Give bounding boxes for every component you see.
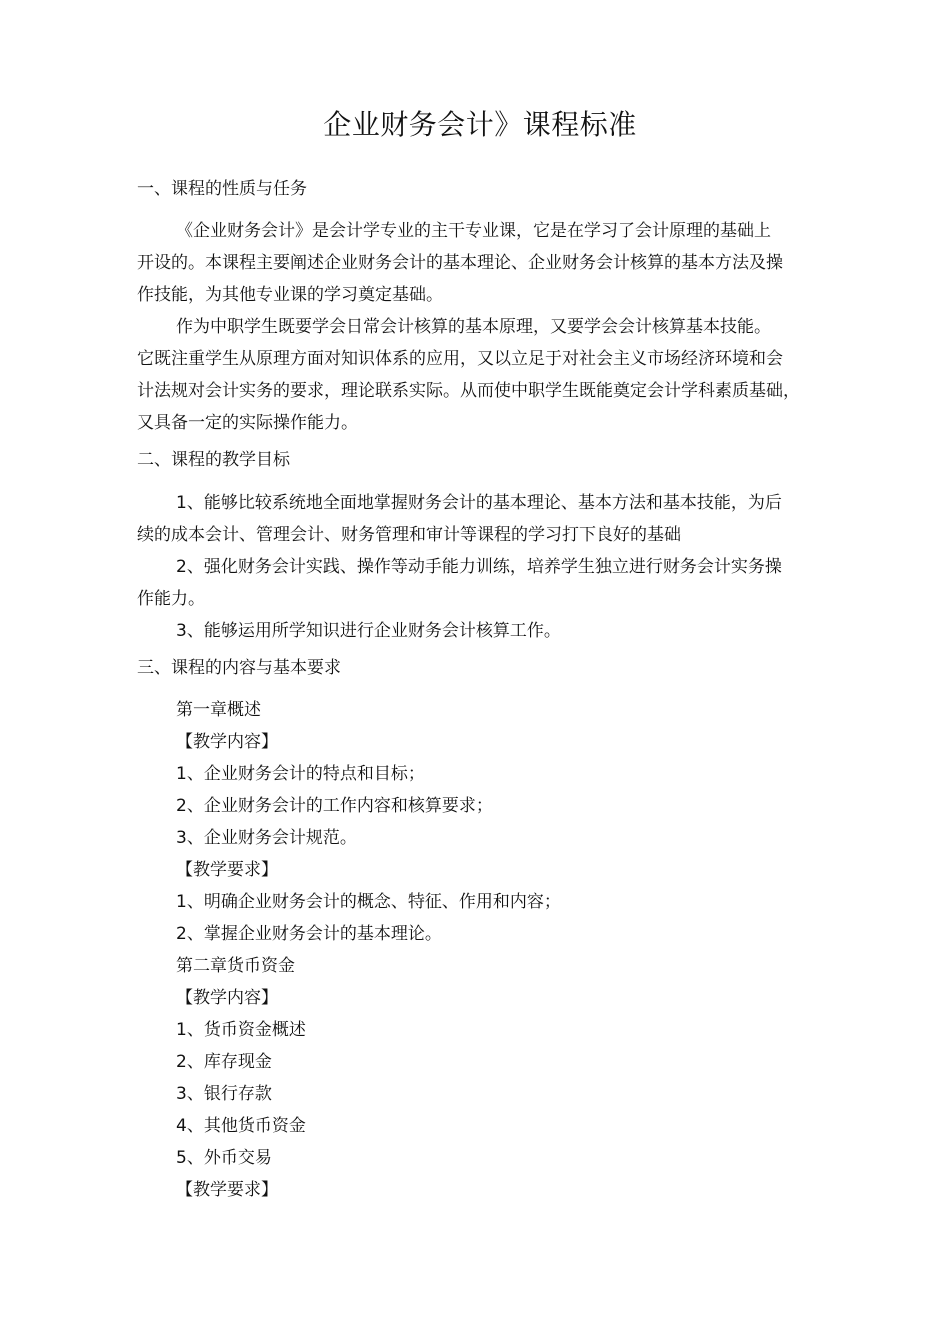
list-item: 4、其他货币资金 bbox=[176, 1116, 306, 1136]
paragraph-line: 它既注重学生从原理方面对知识体系的应用，又以立足于对社会主义市场经济环境和会 bbox=[137, 349, 783, 369]
paragraph-line: 又具备一定的实际操作能力。 bbox=[137, 413, 358, 433]
list-item: 3、银行存款 bbox=[176, 1084, 272, 1104]
list-item: 3、企业财务会计规范。 bbox=[176, 828, 357, 848]
chapter-title: 第一章概述 bbox=[176, 700, 261, 720]
requirement-label: 【教学要求】 bbox=[176, 860, 278, 880]
list-item: 1、货币资金概述 bbox=[176, 1020, 306, 1040]
list-item: 1、企业财务会计的特点和目标； bbox=[176, 764, 425, 784]
section-heading-goals: 二、课程的教学目标 bbox=[137, 450, 290, 470]
paragraph-line: 《企业财务会计》是会计学专业的主干专业课，它是在学习了会计原理的基础上 bbox=[176, 221, 771, 241]
section-heading-nature: 一、课程的性质与任务 bbox=[137, 179, 307, 199]
goal-line: 续的成本会计、管理会计、财务管理和审计等课程的学习打下良好的基础 bbox=[137, 525, 681, 545]
list-item: 2、掌握企业财务会计的基本理论。 bbox=[176, 924, 442, 944]
document-title: 企业财务会计》课程标准 bbox=[323, 108, 637, 141]
goal-line: 2、强化财务会计实践、操作等动手能力训练，培养学生独立进行财务会计实务操 bbox=[176, 557, 782, 577]
goal-line: 作能力。 bbox=[137, 589, 205, 609]
list-item: 5、外币交易 bbox=[176, 1148, 272, 1168]
content-label: 【教学内容】 bbox=[176, 732, 278, 752]
list-item: 1、明确企业财务会计的概念、特征、作用和内容； bbox=[176, 892, 561, 912]
paragraph-line: 作技能，为其他专业课的学习奠定基础。 bbox=[137, 285, 443, 305]
paragraph-line: 开设的。本课程主要阐述企业财务会计的基本理论、企业财务会计核算的基本方法及操 bbox=[137, 253, 783, 273]
requirement-label: 【教学要求】 bbox=[176, 1180, 278, 1200]
paragraph-line: 计法规对会计实务的要求，理论联系实际。从而使中职学生既能奠定会计学科素质基础， bbox=[137, 381, 800, 401]
content-label: 【教学内容】 bbox=[176, 988, 278, 1008]
list-item: 2、企业财务会计的工作内容和核算要求； bbox=[176, 796, 493, 816]
goal-line: 3、能够运用所学知识进行企业财务会计核算工作。 bbox=[176, 621, 561, 641]
section-heading-content: 三、课程的内容与基本要求 bbox=[137, 658, 341, 678]
list-item: 2、库存现金 bbox=[176, 1052, 272, 1072]
paragraph-line: 作为中职学生既要学会日常会计核算的基本原理，又要学会会计核算基本技能。 bbox=[176, 317, 771, 337]
chapter-title: 第二章货币资金 bbox=[176, 956, 295, 976]
goal-line: 1、能够比较系统地全面地掌握财务会计的基本理论、基本方法和基本技能，为后 bbox=[176, 493, 782, 513]
